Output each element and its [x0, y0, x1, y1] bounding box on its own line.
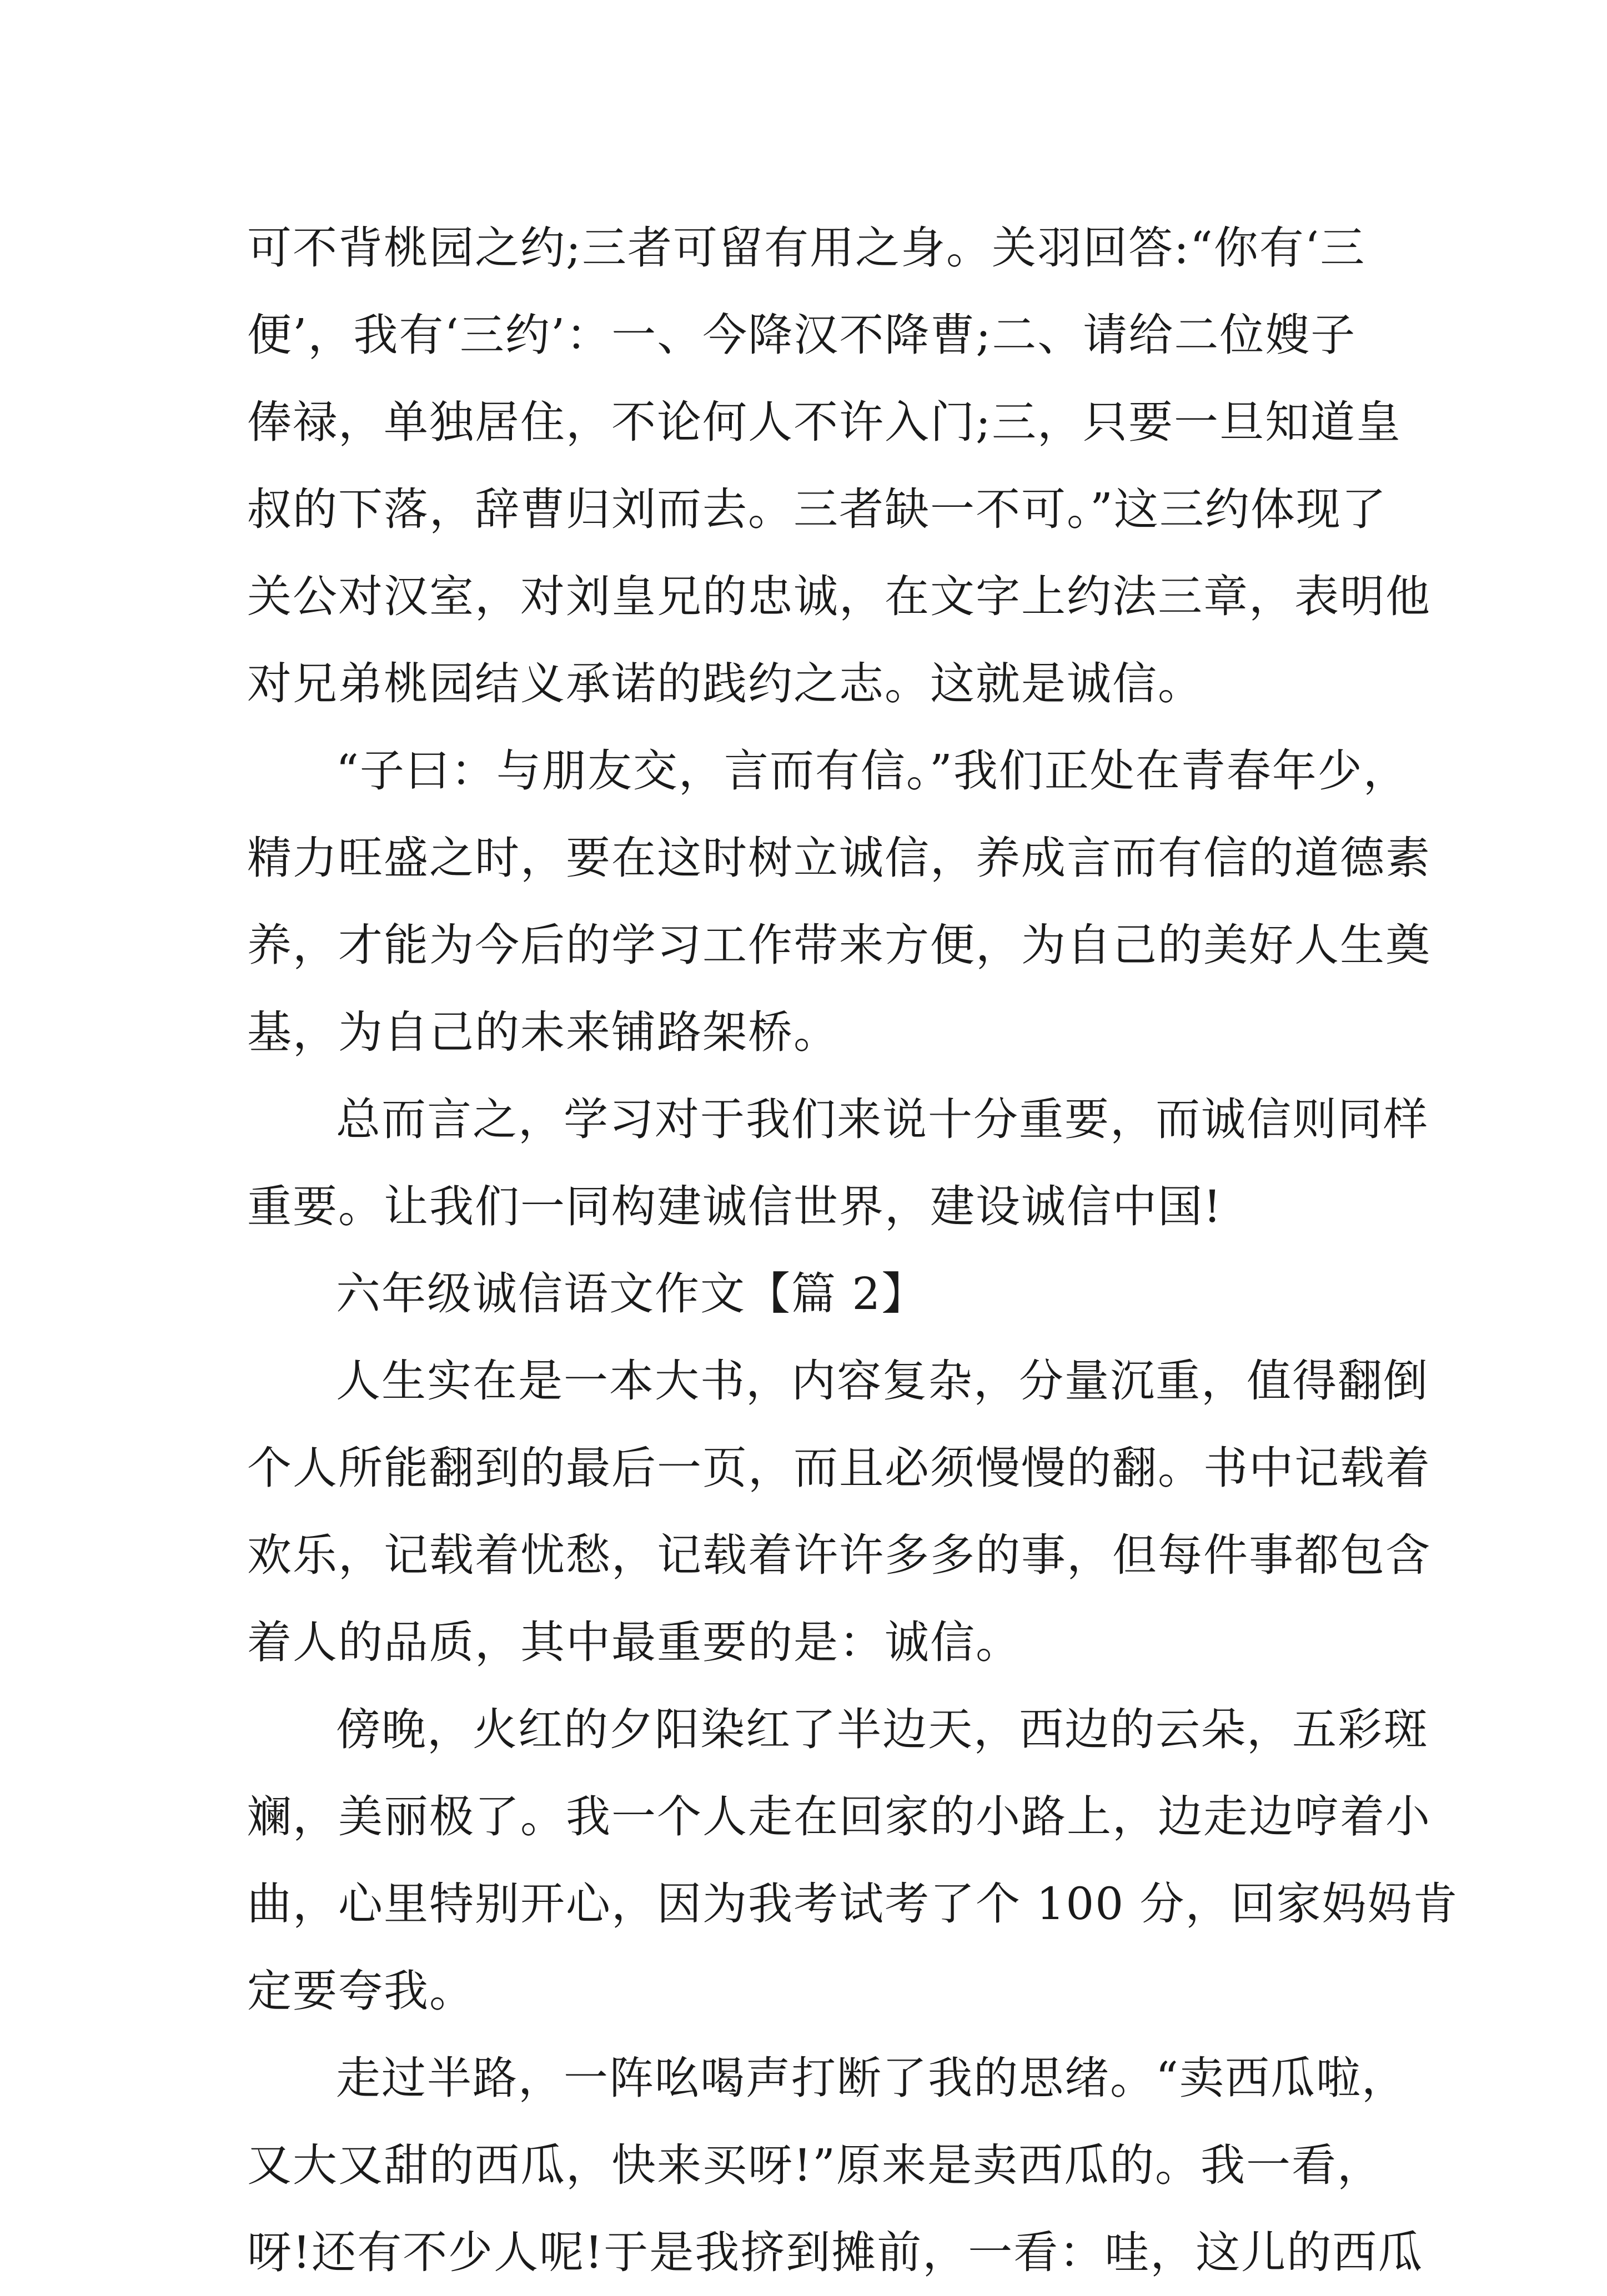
text-line: 重要。让我们一同构建诚信世界，建设诚信中国! [247, 1181, 1223, 1232]
paragraph-first-line: “子曰：与朋友交，言而有信。”我们正处在青春年少， [336, 745, 1409, 797]
text-line: 呀!还有不少人呢!于是我挤到摊前，一看：哇，这儿的西瓜 [247, 2227, 1424, 2278]
text-line: 基，为自己的未来铺路架桥。 [247, 1006, 839, 1058]
paragraph-first-line: 人生实在是一本大书，内容复杂，分量沉重，值得翻倒 [336, 1355, 1429, 1407]
text-line: 可不背桃园之约;三者可留有用之身。关羽回答:“你有‘三 [247, 222, 1366, 274]
text-line: 斓，美丽极了。我一个人走在回家的小路上，边走边哼着小 [247, 1791, 1431, 1842]
text-line: 养，才能为今后的学习工作带来方便，为自己的美好人生奠 [247, 919, 1431, 971]
text-line: 便’，我有‘三约’：一、今降汉不降曹;二、请给二位嫂子 [247, 309, 1357, 361]
paragraph-first-line: 傍晚，火红的夕阳染红了半边天，西边的云朵，五彩斑 [336, 1704, 1429, 1755]
text-line: 定要夸我。 [247, 1965, 475, 2017]
text-line: 着人的品质，其中最重要的是：诚信。 [247, 1617, 1021, 1668]
section-heading: 六年级诚信语文作文【篇 2】 [336, 1268, 927, 1320]
text-line: 关公对汉室，对刘皇兄的忠诚，在文字上约法三章，表明他 [247, 571, 1431, 622]
text-line: 又大又甜的西瓜，快来买呀!”原来是卖西瓜的。我一看， [247, 2139, 1383, 2191]
text-line: 个人所能翻到的最后一页，而且必须慢慢的翻。书中记载着 [247, 1442, 1431, 1494]
text-line: 欢乐，记载着忧愁，记载着许许多多的事，但每件事都包含 [247, 1529, 1431, 1581]
paragraph-first-line: 总而言之，学习对于我们来说十分重要，而诚信则同样 [336, 1094, 1429, 1145]
text-line: 精力旺盛之时，要在这时树立诚信，养成言而有信的道德素 [247, 832, 1431, 884]
paragraph-first-line: 走过半路，一阵吆喝声打断了我的思绪。“卖西瓜啦， [336, 2052, 1407, 2104]
text-line: 对兄弟桃园结义承诺的践约之志。这就是诚信。 [247, 658, 1203, 709]
text-line: 叔的下落，辞曹归刘而去。三者缺一不可。”这三约体现了 [247, 484, 1387, 535]
document-body [247, 204, 1459, 2296]
text-line: 曲，心里特别开心，因为我考试考了个 100 分，回家妈妈肯 [247, 1878, 1459, 1930]
text-line: 俸禄，单独居住，不论何人不许入门;三，只要一旦知道皇 [247, 396, 1402, 448]
